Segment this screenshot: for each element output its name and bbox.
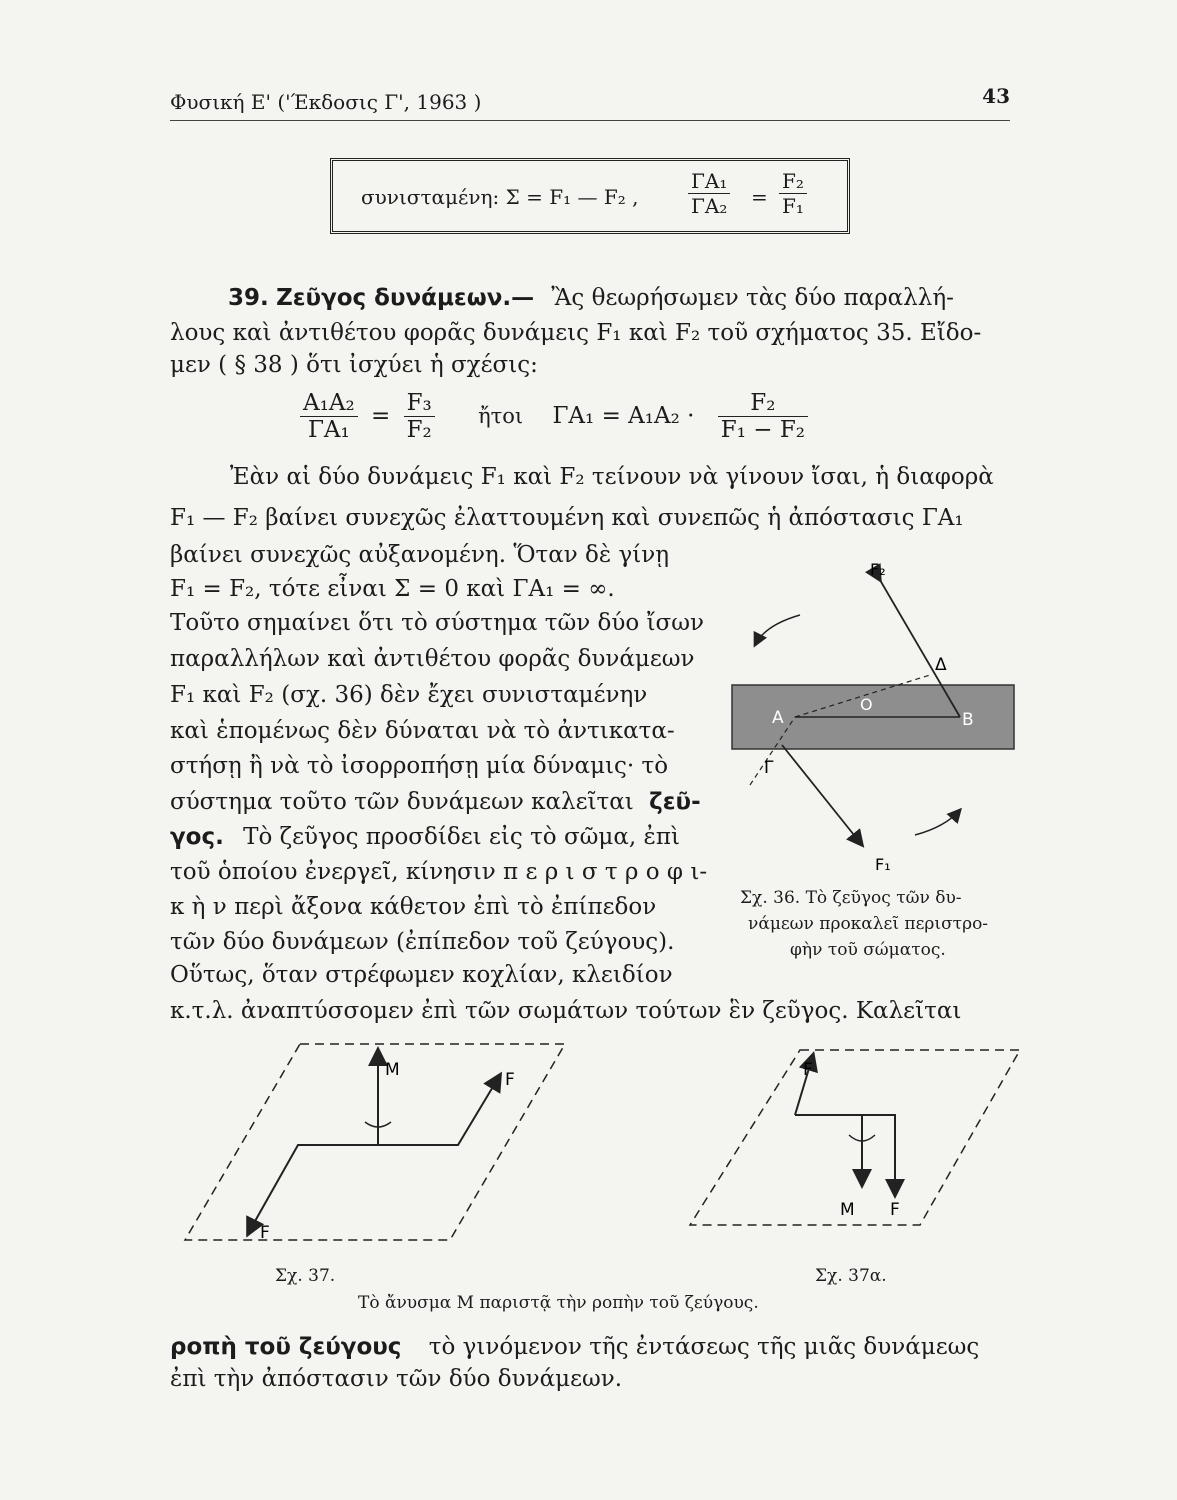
body-line: γος. Τὸ ζεῦγος προσδίδει εἰς τὸ σῶμα, ἐπὶ <box>170 824 680 850</box>
section-intro-2: λους καὶ ἀντιθέτου φορᾶς δυνάμεις F₁ καὶ F₂ τοῦ σχήματος 35. Εἴδο- <box>170 320 982 346</box>
figure-37 <box>180 1030 580 1260</box>
section-intro-1: Ἂς θεωρήσωμεν τὰς δύο παραλλή- <box>551 285 954 311</box>
body-line: Τοῦτο σημαίνει ὅτι τὸ σύστημα τῶν δύο ἴσων <box>170 610 704 636</box>
label-delta: Δ <box>935 655 947 675</box>
label-m: M <box>385 1060 400 1080</box>
label-f2: F₂ <box>870 560 886 579</box>
definition-line-1: ροπὴ τοῦ ζεύγους τὸ γινόμενον τῆς ἐντάσεως τῆς μιᾶς δυνάμεως <box>170 1334 980 1360</box>
body-line: βαίνει συνεχῶς αὐξανομένη. Ὅταν δὲ γίνῃ <box>170 542 670 568</box>
body-line: τοῦ ὁποίου ἐνεργεῖ, κίνησιν π ε ρ ι σ τ ρ ο φ ι- <box>170 859 708 885</box>
body-line: F₁ — F₂ βαίνει συνεχῶς ἐλαττουμένη καὶ συνεπῶς ἡ ἀπόστασις ΓΑ₁ <box>170 505 964 531</box>
body-line: σύστημα τοῦτο τῶν δυνάμεων καλεῖται ζεῦ- <box>170 789 701 815</box>
fig37-caption: Σχ. 37. <box>275 1266 336 1286</box>
label-f-bottom: F <box>260 1223 270 1243</box>
body-line: τῶν δύο δυνάμεων (ἐπίπεδον τοῦ ζεύγους). <box>170 929 675 955</box>
body-line: κ ὴ ν περὶ ἄξονα κάθετον ἐπὶ τὸ ἐπίπεδον <box>170 894 657 920</box>
running-title: Φυσική Ε' ('Έκδοσις Γ', 1963 ) <box>170 90 482 114</box>
eq-fraction-1: $\frac{\text{Α₁Α₂}}{\text{ΓΑ₁}}$ <box>300 390 358 444</box>
label-m: M <box>840 1200 855 1220</box>
force-f-bottom-arrow <box>795 1115 895 1195</box>
rotation-arrow-bottom <box>915 810 960 835</box>
label-f-top: F <box>505 1070 515 1090</box>
formula-equals: = <box>751 185 768 209</box>
fig36-caption-2: νάμεων προκαλεῖ περιστρο- <box>748 914 989 934</box>
label-f-bottom: F <box>890 1200 900 1220</box>
page-header <box>170 82 1010 121</box>
body-line: παραλλήλων καὶ ἀντιθέτου φορᾶς δυνάμεων <box>170 646 695 672</box>
fig36-caption-3: φὴν τοῦ σώματος. <box>790 940 946 960</box>
couple-plane <box>690 1050 1020 1225</box>
formula-label: συνισταμένη: Σ = F₁ — F₂ , <box>361 185 639 209</box>
section-number: 39. <box>228 285 269 311</box>
body-line: Ἐὰν αἱ δύο δυνάμεις F₁ καὶ F₂ τείνουν νὰ γίνουν ἴσαι, ἡ διαφορὰ <box>230 464 994 490</box>
section-title: Ζεῦγος δυνάμεων.— <box>276 285 535 311</box>
term-moment-of-couple: ροπὴ τοῦ ζεύγους <box>170 1334 402 1360</box>
eq-hence: ἤτοι <box>478 403 524 428</box>
force-path-f <box>250 1075 500 1230</box>
body-line: καὶ ἑπομένως δὲν δύναται νὰ τὸ ἀντικατα- <box>170 718 675 744</box>
label-b: Β <box>962 710 974 730</box>
ratio-fraction-1: $\frac{\text{ΓΑ₁}}{\text{ΓΑ₂}}$ <box>688 169 730 218</box>
figure-37a <box>685 1035 1030 1235</box>
body-line: F₁ καὶ F₂ (σχ. 36) δὲν ἔχει συνισταμένην <box>170 682 648 708</box>
label-f-top: F <box>803 1060 813 1080</box>
body-line: κ.τ.λ. ἀναπτύσσομεν ἐπὶ τῶν σωμάτων τούτων ἓν ζεῦγος. Καλεῖται <box>170 998 962 1024</box>
fig37a-caption: Σχ. 37α. <box>815 1266 887 1286</box>
force-f-bottom-arrow <box>248 1230 250 1234</box>
shared-figure-caption: Τὸ ἄνυσμα Μ παριστᾷ τὴν ροπὴν τοῦ ζεύγους. <box>358 1293 759 1313</box>
label-f1: F₁ <box>875 855 891 874</box>
resultant-formula-box <box>330 158 850 234</box>
ratio-fraction-2: $\frac{\text{F₂}}{\text{F₁}}$ <box>779 169 807 218</box>
section-heading <box>228 287 954 310</box>
page-number: 43 <box>982 84 1010 108</box>
body-line: Οὕτως, ὅταν στρέφωμεν κοχλίαν, κλειδίον <box>170 962 673 988</box>
rotation-arrow-top <box>755 615 800 645</box>
body-line: F₁ = F₂, τότε εἶναι Σ = 0 καὶ ΓΑ₁ = ∞. <box>170 576 615 602</box>
figure-36 <box>720 545 1020 880</box>
eq-fraction-3: $\frac{\text{F₂}}{\text{F₁ − F₂}}$ <box>718 390 808 444</box>
eq-rhs: ΓΑ₁ = Α₁Α₂ · <box>552 402 695 429</box>
label-gamma: Γ <box>764 758 774 778</box>
label-o: Ο <box>860 695 873 714</box>
label-a: Α <box>772 708 784 728</box>
main-equation: $\frac{\text{Α₁Α₂}}{\text{ΓΑ₁}}$ = $\frac{\text{F₃}}{\text{F₂}}$ ἤτοι ΓΑ₁ = Α₁Α₂ · $\frac{\text{F₂}}{\text{F₁ − F₂}}$ <box>300 390 808 444</box>
definition-line-2: ἐπὶ τὴν ἀπόστασιν τῶν δύο δυνάμεων. <box>170 1366 623 1392</box>
eq-fraction-2: $\frac{\text{F₃}}{\text{F₂}}$ <box>404 390 435 444</box>
force-f1-arrow <box>782 745 862 845</box>
fig36-caption-1: Σχ. 36. Τὸ ζεῦγος τῶν δυ- <box>740 888 962 908</box>
section-intro-3: μεν ( § 38 ) ὅτι ἰσχύει ἡ σχέσις: <box>170 352 538 378</box>
formula-expression: Σ = F₁ — F₂ , <box>505 185 639 209</box>
term-zeugos: ζεῦ- <box>649 789 701 815</box>
body-line: στήσῃ ἢ νὰ τὸ ἰσορροπήσῃ μία δύναμις· τὸ <box>170 753 669 779</box>
